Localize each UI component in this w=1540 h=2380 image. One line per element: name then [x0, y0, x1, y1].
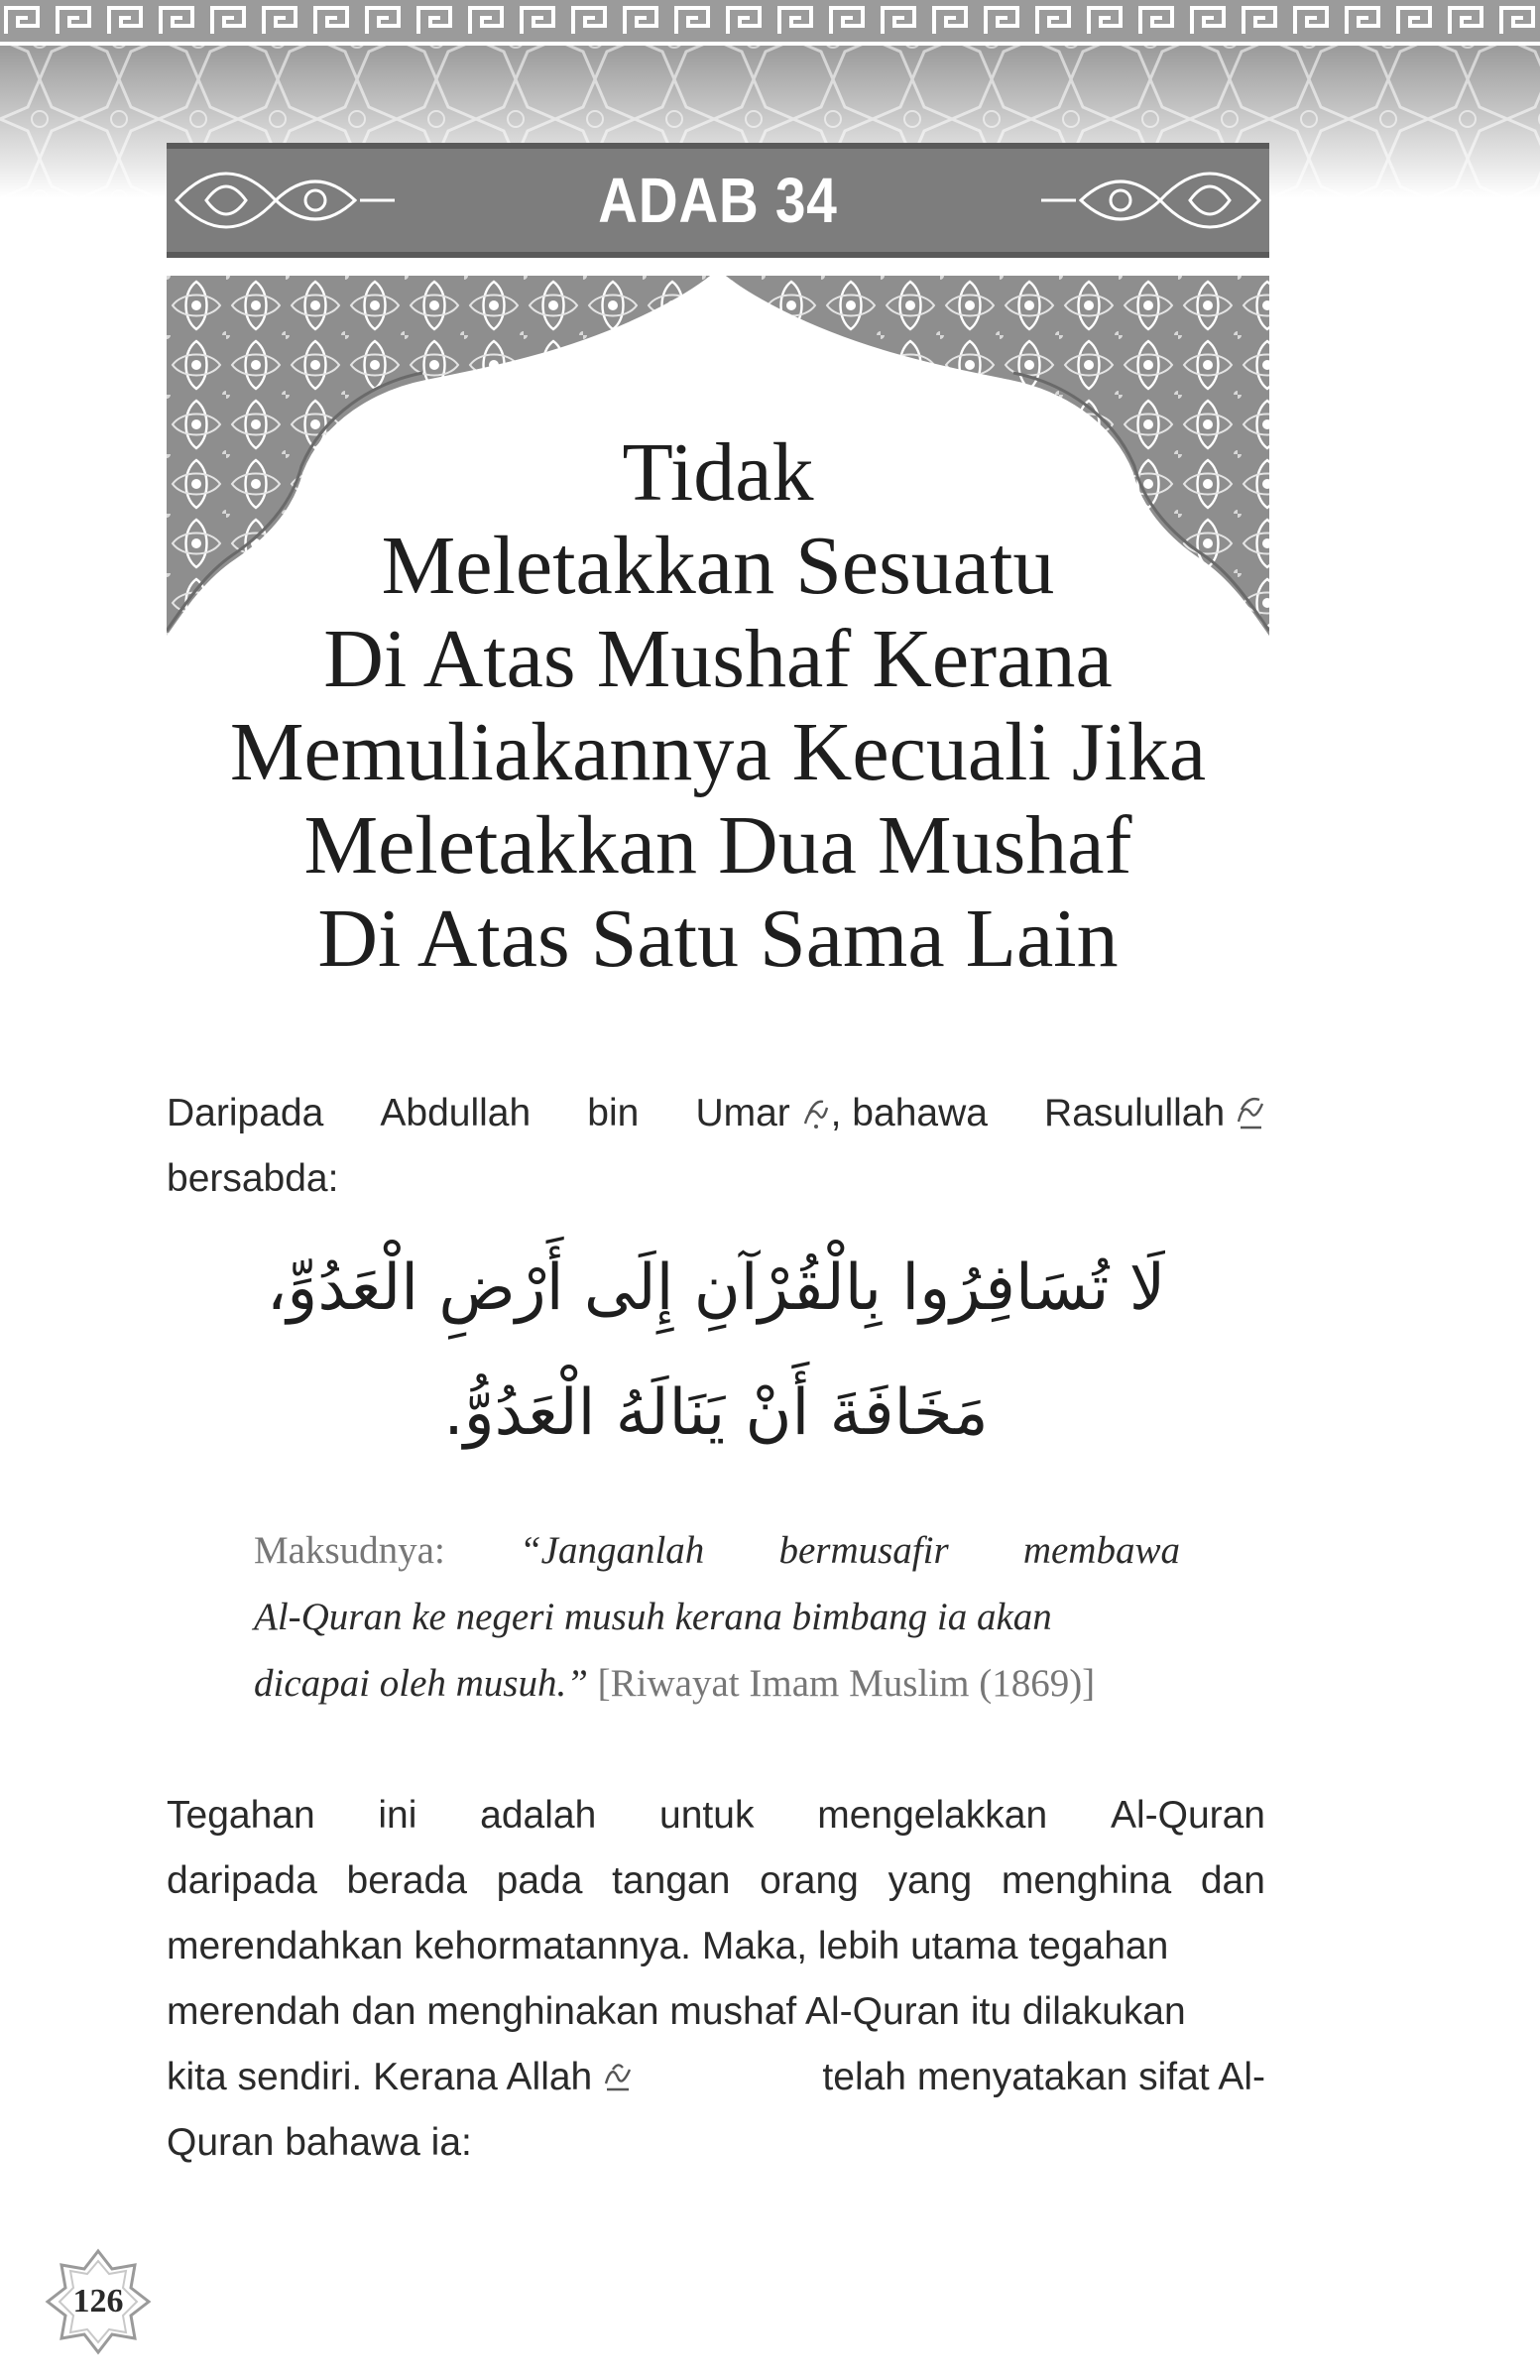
- heading-line: Memuliakannya Kecuali Jika: [229, 706, 1207, 798]
- page-number: [44, 2247, 153, 2356]
- body-line: daripada berada pada tangan orang yang menghina dan: [167, 1859, 1265, 1902]
- hadith-arabic-line: مَخَافَةَ أَنْ يَنَالَهُ الْعَدُوُّ.: [443, 1376, 989, 1450]
- radhiallahu-honorific-icon: [801, 1094, 831, 1131]
- hadith-reference: [Riwayat Imam Muslim (1869)]: [597, 1662, 1096, 1705]
- heading-line: Tidak: [622, 426, 814, 519]
- heading-line: Meletakkan Dua Mushaf: [303, 799, 1132, 892]
- body-paragraph: [167, 1783, 1265, 2176]
- intro-line: bersabda:: [167, 1157, 339, 1200]
- heading-line: Meletakkan Sesuatu: [381, 520, 1055, 612]
- chapter-banner: [167, 143, 1269, 258]
- body-line: merendahkan kehormatannya. Maka, lebih utama tegahan: [167, 1925, 1169, 1967]
- body-line: merendah dan menghinakan mushaf Al-Quran itu dilakukan: [167, 1990, 1186, 2033]
- subhanahu-honorific-icon: [603, 2058, 633, 2095]
- salawat-honorific-icon: [1236, 1094, 1265, 1131]
- translation-label: Maksudnya:: [254, 1529, 445, 1572]
- body-line: Quran bahawa ia:: [167, 2121, 472, 2164]
- hadith-arabic-line: لَا تُسَافِرُوا بِالْقُرْآنِ إِلَى أَرْضِ الْعَدُوِّ،: [266, 1251, 1166, 1325]
- heading-line: Di Atas Mushaf Kerana: [323, 613, 1113, 705]
- body-line: Tegahan ini adalah untuk mengelakkan Al-Quran: [167, 1794, 1265, 1837]
- chapter-label: ADAB 34: [598, 165, 838, 236]
- body-line: kita sendiri. Kerana Allah telah menyatakan sifat Al-: [167, 2056, 1265, 2098]
- section-heading: [149, 426, 1287, 986]
- heading-line: Di Atas Satu Sama Lain: [317, 892, 1119, 985]
- hadith-translation: Maksudnya: “Janganlah bermusafir membawa Al-Quran ke negeri musuh kerana bimbang ia akan dicapai oleh musuh.” [Riwayat Imam Muslim (1869)]: [254, 1517, 1180, 1717]
- intro-line: Daripada Abdullah bin Umar , bahawa Rasulullah: [167, 1081, 1265, 1146]
- page-number-text: 126: [72, 2283, 124, 2320]
- intro-paragraph: [167, 1081, 1265, 1212]
